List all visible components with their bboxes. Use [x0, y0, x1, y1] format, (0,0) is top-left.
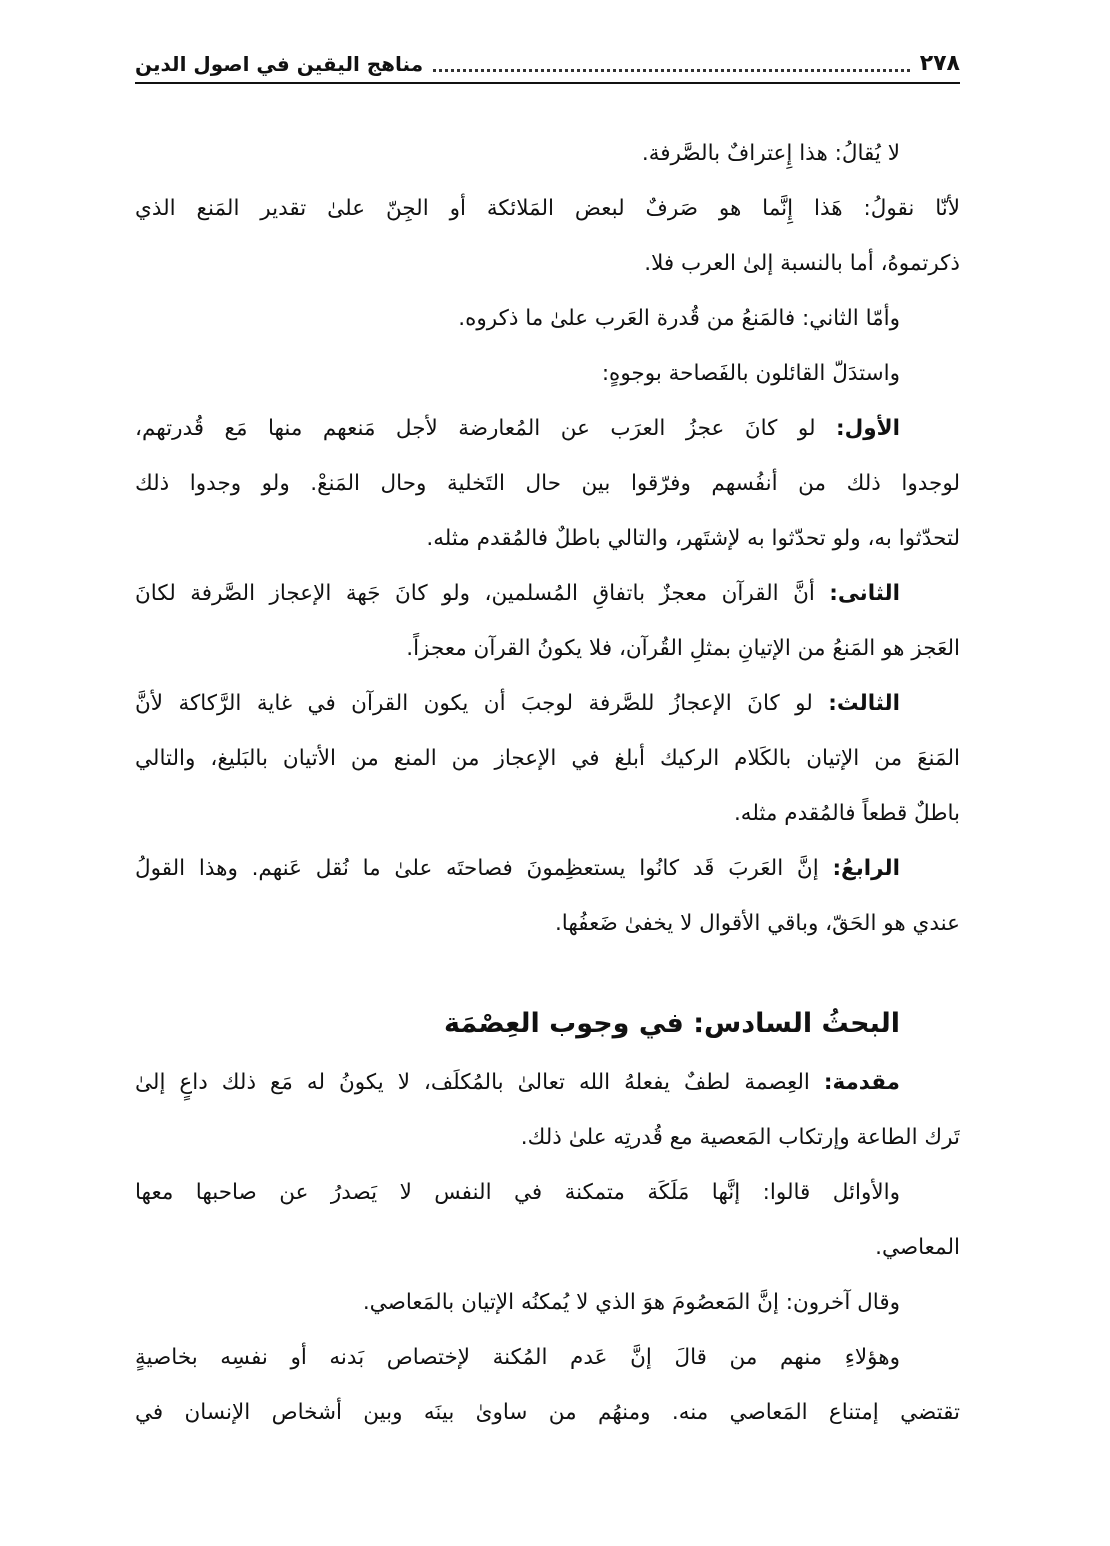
paragraph-lead: الأول: [836, 416, 900, 441]
paragraph-third [135, 676, 960, 731]
section-heading: البحثُ السادس: في وجوب العِصْمَة [444, 1008, 900, 1039]
text-line: ذكرتموهُ، أما بالنسبة إلىٰ العرب فلا. [644, 251, 960, 276]
paragraph-second [135, 566, 960, 621]
text-line: لتحدّثوا به، ولو تحدّثوا به لإشتَهر، والتالي باطلٌ فالمُقدم مثله. [426, 526, 960, 551]
paragraph-lead: الثانى: [829, 581, 900, 606]
text-line: لأنّا نقولُ: هَذا إِنَّما هو صَرفٌ لبعض المَلائكة أو الجِنّ علىٰ تقدير المَنع الذي [135, 196, 960, 221]
text-line: تقتضي إمتناع المَعاصي منه. ومنهُم من ساوىٰ بينَه وبين أشخاص الإنسان في [135, 1400, 960, 1425]
text-line: والأوائل قالوا: إنَّها مَلَكَة متمكنة في النفس لا يَصدرُ عن صاحبها معها [135, 1180, 900, 1205]
paragraph-first [135, 401, 960, 456]
section-gap [135, 951, 960, 993]
paragraph-lead: مقدمة: [823, 1070, 900, 1095]
paragraph-text: أنَّ القرآن معجزٌ باتفاقِ المُسلمين، ولو كانَ جَهة الإعجاز الصَّرفة لكانَ [135, 581, 830, 606]
running-header [135, 42, 960, 84]
text-line: واستدَلّ القائلون بالفَصاحة بوجوهٍ: [601, 361, 900, 386]
text-line: باطلٌ قطعاً فالمُقدم مثله. [733, 801, 960, 826]
text-line: المَنعَ من الإتيان بالكَلام الركيك أبلغ في الإعجاز من المنع من الأتيان بالبَليغ، والتالي [135, 746, 960, 771]
text-line: لوجدوا ذلك من أنفُسهم وفرّقوا بين حال التَخلية وحال المَنعْ. ولو وجدوا ذلك [135, 471, 960, 496]
paragraph-text: إنَّ العَربَ قَد كانُوا يستعظِمونَ فصاحتَه علىٰ ما نُقل عَنهم. وهذا القولُ [135, 856, 833, 881]
paragraph-text: لو كانَ الإعجازُ للصَّرفة لوجبَ أن يكون القرآن في غاية الرَّكاكة لأنَّ [135, 691, 829, 716]
text-line: عندي هو الحَقّ، وباقي الأقوال لا يخفىٰ ضَعفُها. [554, 911, 960, 936]
paragraph-lead: الثالث: [828, 691, 900, 716]
page-body [135, 126, 960, 1440]
text-line: لا يُقالُ: هذا إِعترافٌ بالصَّرفة. [641, 141, 900, 166]
text-line: وقال آخرون: إنَّ المَعصُومَ هوَ الذي لا يُمكنُه الإتيان بالمَعاصي. [362, 1290, 900, 1315]
text-line: وهؤلاءِ منهم من قالَ إنَّ عَدم المُكنة لإختصاص بَدنه أو نفسِه بخاصيةٍ [135, 1345, 900, 1370]
text-line: المعاصي. [875, 1235, 960, 1260]
paragraph-text: لو كانَ عجزُ العرَب عن المُعارضة لأجل مَنعهم منها مَع قُدرتهم، [135, 416, 836, 441]
text-line: العَجز هو المَنعُ من الإتيانِ بمثلِ القُرآن، فلا يكونُ القرآن معجزاً. [406, 636, 960, 661]
book-title: مناهج اليقين في اصول الدين [135, 52, 424, 76]
paragraph-fourth [135, 841, 960, 896]
text-line: تَرك الطاعة وإرتكاب المَعصية مع قُدرتِه علىٰ ذلك. [520, 1125, 960, 1150]
paragraph-text: العِصمة لطفٌ يفعلهُ الله تعالىٰ بالمُكلَف، لا يكونُ له مَع ذلك داعٍ إلىٰ [135, 1070, 824, 1095]
header-leader-dots [433, 68, 910, 72]
page-number: ٢٧٨ [919, 51, 960, 76]
paragraph-intro [135, 1055, 960, 1110]
paragraph-lead: الرابعُ: [832, 856, 900, 881]
text-line: وأمّا الثاني: فالمَنعُ من قُدرة العَرب علىٰ ما ذكروه. [458, 306, 900, 331]
